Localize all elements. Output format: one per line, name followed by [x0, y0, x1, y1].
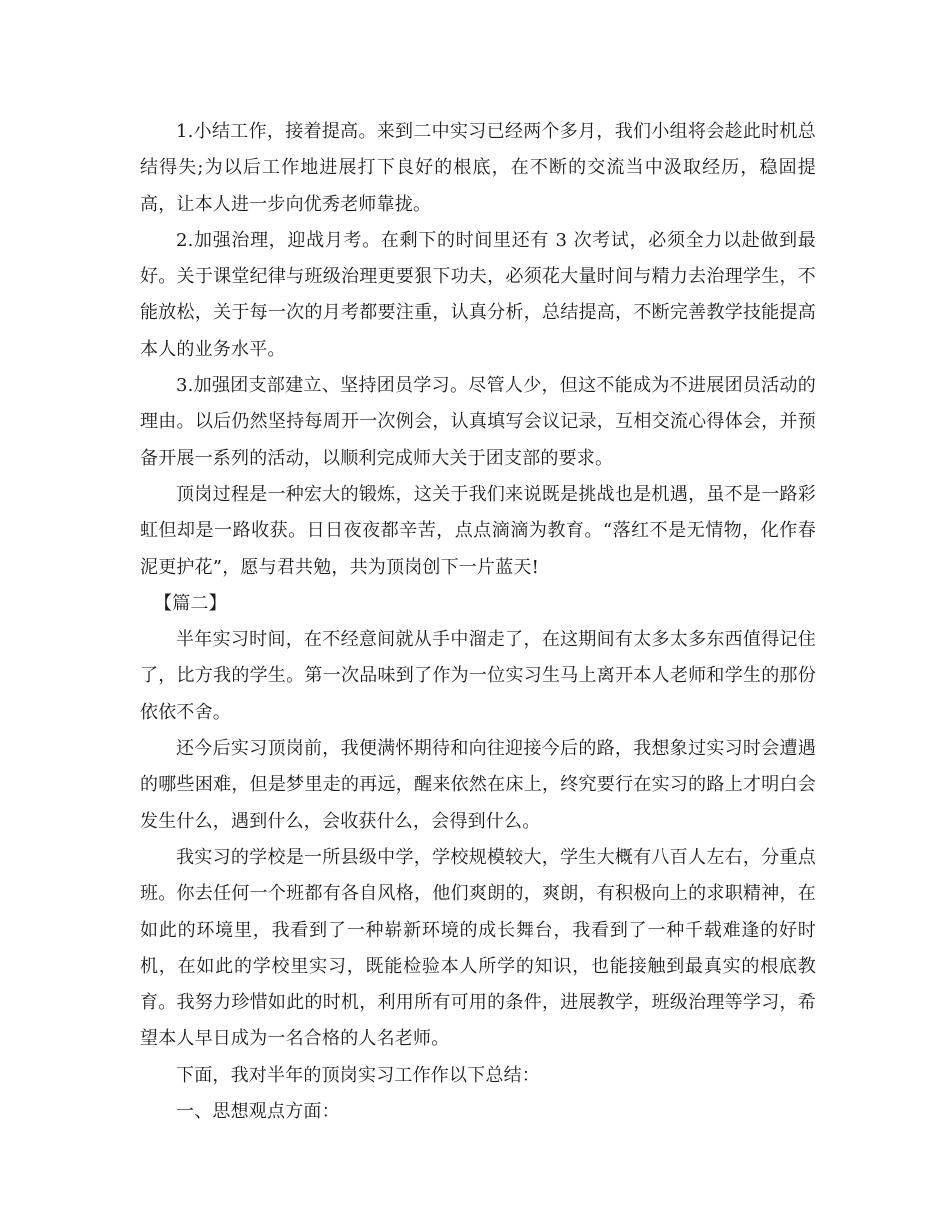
paragraph-school-description: 我实习的学校是一所县级中学，学校规模较大，学生大概有八百人左右，分重点班。你去任何一个班都有各自风格，他们爽朗的，爽朗，有积极向上的求职精神，在如此的环境里，我看到了一种崭新环境的成长舞台，我看到了一种千载难逢的好时机，在如此的学校里实习，既能检验本人所学的知识，也能接触到最真实的根底教育。我努力珍惜如此的时机，利用所有可用的条件，进展教学，班级治理等学习，希望本人早日成为一名合格的人名老师。	[140, 846, 816, 1050]
paragraph-summary-intro: 下面，我对半年的顶岗实习工作作以下总结：	[176, 1064, 540, 1086]
paragraph-before-internship: 还今后实习顶岗前，我便满怀期待和向往迎接今后的路，我想象过实习时会遭遇的哪些困难，但是梦里走的再远，醒来依然在床上，终究要行在实习的路上才明白会发生什么，遇到什么，会收获什么，会得到什么。	[140, 738, 816, 832]
paragraph-internship-reflection: 顶岗过程是一种宏大的锻炼，这关于我们来说既是挑战也是机遇，虽不是一路彩虹但却是一路收获。日日夜夜都辛苦，点点滴滴为教育。“落红不是无情物，化作春泥更护花”，愿与君共勉，共为顶岗创下一片蓝天!	[140, 483, 816, 578]
paragraph-league-branch: 3.加强团支部建立、坚持团员学习。尽管人少，但这不能成为不进展团员活动的理由。以后仍然坚持每周开一次例会，认真填写会议记录，互相交流心得体会，并预备开展一系列的活动，以顺利完成师大关于团支部的要求。	[140, 375, 816, 469]
paragraph-management-exams: 2.加强治理，迎战月考。在剩下的时间里还有 3 次考试，必须全力以赴做到最好。关于课堂纪律与班级治理更要狠下功夫，必须花大量时间与精力去治理学生，不能放松，关于每一次的月考都要注重，认真分析，总结提高，不断完善教学技能提高本人的业务水平。	[140, 229, 816, 360]
subheading-thought: 一、思想观点方面：	[176, 1101, 340, 1123]
paragraph-summary-work: 1.小结工作，接着提高。来到二中实习已经两个多月，我们小组将会趁此时机总结得失;为以后工作地进展打下良好的根底，在不断的交流当中汲取经历，稳固提高，让本人进一步向优秀老师靠拢。	[140, 121, 816, 215]
document-body	[140, 114, 816, 1130]
paragraph-half-year: 半年实习时间，在不经意间就从手中溜走了，在这期间有太多太多东西值得记住了，比方我的学生。第一次品味到了作为一位实习生马上离开本人老师和学生的那份依依不舍。	[140, 629, 816, 723]
section-heading-part-two: 【篇二】	[154, 592, 227, 614]
